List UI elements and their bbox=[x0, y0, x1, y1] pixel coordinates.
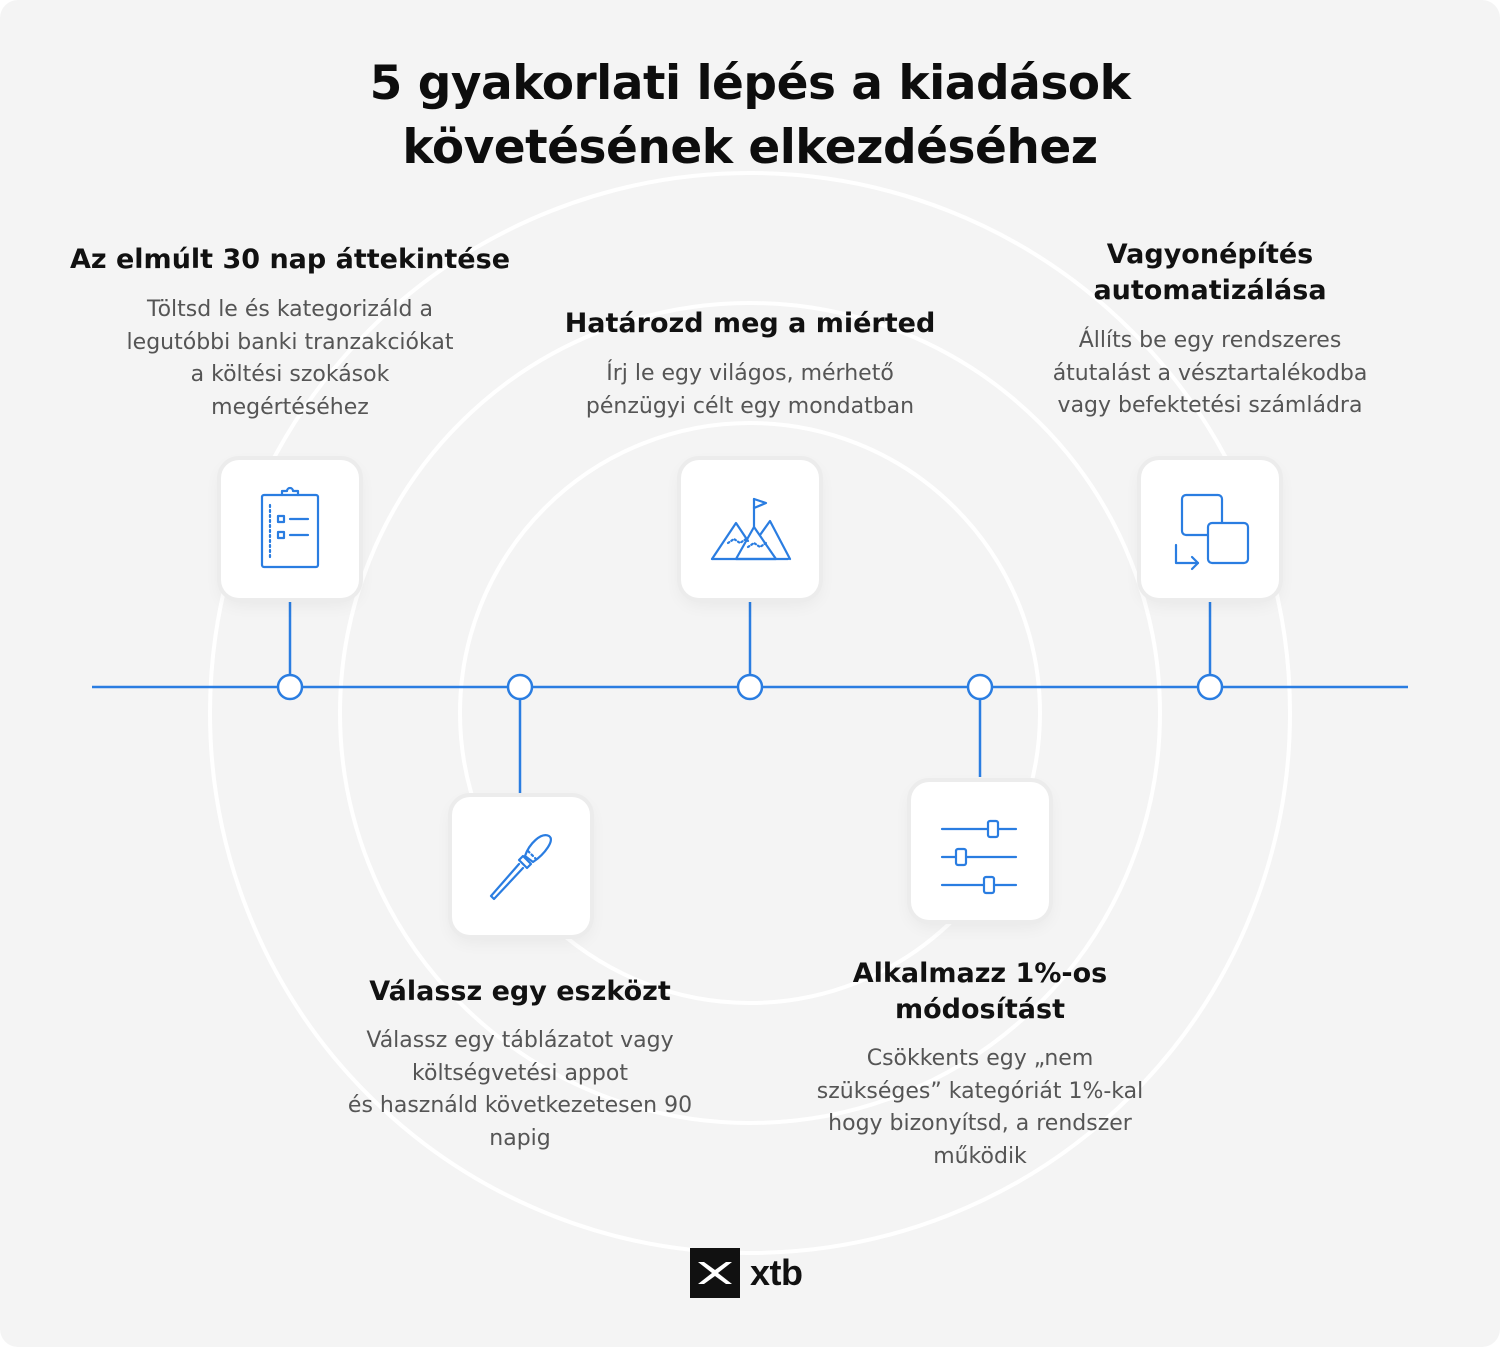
xtb-logo-mark bbox=[690, 1248, 740, 1298]
step-4-icon-card bbox=[911, 782, 1049, 920]
screwdriver-icon bbox=[473, 818, 569, 914]
step-3-icon-card bbox=[681, 460, 819, 598]
step-4-title: Alkalmazz 1%-os módosítást bbox=[852, 958, 1108, 1025]
timeline-node-4 bbox=[968, 675, 992, 699]
timeline-node-2 bbox=[508, 675, 532, 699]
mountain-flag-icon bbox=[702, 481, 798, 577]
timeline-node-5 bbox=[1198, 675, 1222, 699]
xtb-logo-text: xtb bbox=[750, 1252, 803, 1293]
sliders-icon bbox=[932, 803, 1028, 899]
step-1-description: Töltsd le és kategorizáld a legutóbbi banki tranzakciókat a költési szokások megértéséhez bbox=[126, 297, 454, 420]
page-title-line-1: 5 gyakorlati lépés a kiadások bbox=[369, 56, 1131, 111]
clipboard-checklist-icon bbox=[242, 481, 338, 577]
step-2-icon-card bbox=[452, 797, 590, 935]
xtb-logo bbox=[690, 1248, 803, 1298]
transfer-squares-icon bbox=[1162, 481, 1258, 577]
step-5-description: Állíts be egy rendszeres átutalást a vésztartalékodba vagy befektetési számládra bbox=[1052, 328, 1368, 418]
step-5-icon-card bbox=[1141, 460, 1279, 598]
step-5-title: Vagyonépítés automatizálása bbox=[1093, 239, 1327, 306]
step-4-description: Csökkents egy „nem szükséges” kategóriát 1%-kal hogy bizonyítsd, a rendszer működik bbox=[816, 1046, 1144, 1169]
step-1-icon-card bbox=[221, 460, 359, 598]
step-3-title: Határozd meg a miérted bbox=[564, 308, 936, 339]
timeline-node-3 bbox=[738, 675, 762, 699]
step-1-title: Az elmúlt 30 nap áttekintése bbox=[69, 244, 510, 275]
step-2-title: Válassz egy eszközt bbox=[369, 976, 671, 1007]
page-title-line-2: követésének elkezdéséhez bbox=[402, 120, 1098, 175]
step-3-description: Írj le egy világos, mérhető pénzügyi célt egy mondatban bbox=[585, 361, 915, 419]
step-2-description: Válassz egy táblázatot vagy költségvetési appot és használd következetesen 90 napig bbox=[347, 1028, 693, 1151]
timeline-node-1 bbox=[278, 675, 302, 699]
